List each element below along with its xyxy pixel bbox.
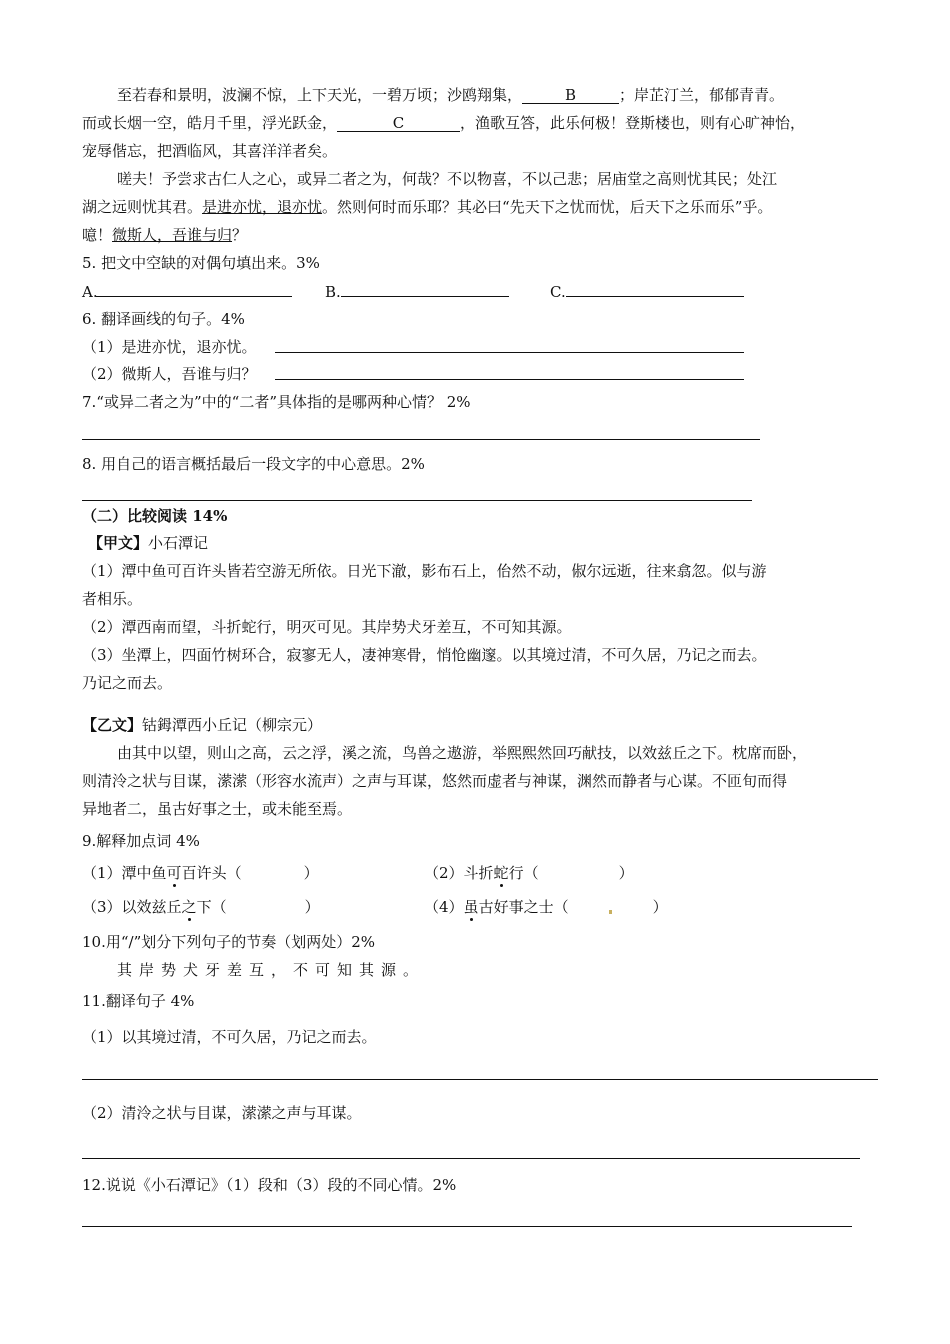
- passage-line: 嗟夫！予尝求古仁人之心，或异二者之为，何哉？不以物喜，不以己悲；居庙堂之高则忧其民；处江: [117, 170, 778, 188]
- passage-line: 宠辱偕忘，把酒临风，其喜洋洋者矣。: [82, 142, 338, 160]
- q6-item-2: （2）微斯人，吾谁与归？: [82, 365, 257, 383]
- q9-text: 百许头（: [181, 864, 242, 882]
- q9-text: 下（: [196, 898, 227, 916]
- passage-text: ，渔歌互答，此乐何极！登斯楼也，则有心旷神怡，: [460, 114, 806, 132]
- q9-text: （2）斗折: [424, 864, 494, 882]
- q6-answer-line-2[interactable]: [275, 379, 744, 380]
- question-7: 7.“或异二者之为”中的“二者”具体指的是哪两种心情？ 2%: [82, 393, 471, 411]
- question-10: 10.用“/”划分下列句子的节奏（划两处）2%: [82, 933, 376, 951]
- q11-answer-line-1[interactable]: [82, 1079, 878, 1080]
- passage-text: 。然则何时而乐耶？其必曰“先天下之忧而忧，后天下之乐而乐”乎。: [322, 198, 773, 216]
- q5-answer-line-b[interactable]: [341, 296, 509, 297]
- yi-line: 则清泠之状与目谋，潆潆（形容水流声）之声与耳谋，悠然而虚者与神谋，渊然而静者与心谋。不匝旬而得: [82, 772, 788, 790]
- jia-heading: [88, 533, 208, 553]
- question-12: 12.说说《小石潭记》（1）段和（3）段的不同心情。2%: [82, 1176, 457, 1194]
- underlined-sentence-1: 是进亦忧，退亦忧: [202, 198, 323, 216]
- q6-item-1: （1）是进亦忧，退亦忧。: [82, 338, 257, 356]
- q11-answer-line-2[interactable]: [82, 1158, 860, 1159]
- blank-c[interactable]: C: [337, 115, 460, 132]
- yi-line: 异地者二，虽古好事之士，或未能至焉。: [82, 800, 353, 818]
- dotted-word: 虽: [463, 898, 479, 916]
- section-title: （二）比较阅读 14%: [82, 507, 228, 525]
- q12-answer-line[interactable]: [82, 1226, 852, 1227]
- question-5: 5. 把文中空缺的对偶句填出来。3%: [82, 254, 320, 272]
- passage-text: 而或长烟一空，皓月千里，浮光跃金，: [82, 114, 338, 132]
- dotted-word: 之: [181, 898, 197, 916]
- jia-para-1: （1）潭中鱼可百许头皆若空游无所依。日光下澈，影布石上，佁然不动，俶尔远逝，往来翕忽。似与游: [82, 562, 767, 580]
- q9-text: ）: [303, 864, 319, 882]
- question-11: 11.翻译句子 4%: [82, 992, 195, 1010]
- q9-text: （3）以效兹丘: [82, 898, 182, 916]
- jia-para-1-cont: 者相乐。: [82, 590, 143, 608]
- yi-title: 钴鉧潭西小丘记（柳宗元）: [142, 716, 323, 734]
- blank-b[interactable]: B: [522, 87, 619, 104]
- question-6: 6. 翻译画线的句子。4%: [82, 310, 245, 328]
- jia-para-3: （3）坐潭上，四面竹树环合，寂寥无人，凄神寒骨，悄怆幽邃。以其境过清，不可久居，乃记之而去。: [82, 646, 767, 664]
- q9-item-1: [82, 863, 319, 883]
- q8-answer-line[interactable]: [82, 500, 752, 501]
- passage-text: 至若春和景明，波澜不惊，上下天光，一碧万顷；沙鸥翔集，: [117, 86, 523, 104]
- q11-item-2: （2）清泠之状与目谋，潆潆之声与耳谋。: [82, 1104, 362, 1122]
- passage-text: ；岸芷汀兰，郁郁青青。: [619, 86, 785, 104]
- q9-text: ）: [652, 898, 668, 916]
- jia-title: 小石潭记: [148, 534, 209, 552]
- yi-label: 【乙文】: [82, 716, 143, 734]
- q6-answer-line-1[interactable]: [275, 352, 744, 353]
- q9-text: （4）: [424, 898, 464, 916]
- q5-label-a: A.: [82, 283, 98, 301]
- yi-line: 由其中以望，则山之高，云之浮，溪之流，鸟兽之遨游，举熙熙然回巧献技，以效兹丘之下。枕席而卧，: [117, 744, 808, 762]
- q5-answer-line-a[interactable]: [96, 296, 292, 297]
- passage-line: [117, 85, 784, 105]
- passage-text: 噫！: [82, 226, 113, 244]
- q9-text: （1）潭中鱼: [82, 864, 167, 882]
- q5-answer-line-c[interactable]: [566, 296, 744, 297]
- q5-label-c: C.: [550, 283, 566, 301]
- q9-item-4: [424, 897, 668, 917]
- passage-line: [82, 225, 247, 245]
- passage-line: [82, 113, 805, 133]
- q11-item-1: （1）以其境过清，不可久居，乃记之而去。: [82, 1028, 377, 1046]
- q7-answer-line[interactable]: [82, 439, 760, 440]
- q9-text: ）: [304, 898, 320, 916]
- q9-text: 行（: [508, 864, 539, 882]
- yi-heading: [82, 715, 322, 735]
- question-8: 8. 用自己的语言概括最后一段文字的中心意思。2%: [82, 455, 425, 473]
- underlined-sentence-2: 微斯人，吾谁与归: [112, 226, 233, 244]
- dotted-word: 可: [166, 864, 182, 882]
- passage-text: ？: [232, 226, 248, 244]
- q5-label-b: B.: [325, 283, 341, 301]
- q9-item-3: [82, 897, 320, 917]
- question-9: 9.解释加点词 4%: [82, 832, 200, 850]
- q9-item-2: [424, 863, 634, 883]
- jia-para-2: （2）潭西南而望，斗折蛇行，明灭可见。其岸势犬牙差互，不可知其源。: [82, 618, 572, 636]
- jia-label: 【甲文】: [88, 534, 149, 552]
- passage-text: 湖之远则忧其君。: [82, 198, 203, 216]
- passage-line: [82, 197, 772, 217]
- q9-text: ）: [618, 864, 634, 882]
- q10-sentence[interactable]: 其岸势犬牙差互，不可知其源。: [117, 961, 426, 979]
- stray-mark: [609, 910, 612, 914]
- jia-para-3-cont: 乃记之而去。: [82, 674, 173, 692]
- dotted-word: 蛇: [493, 864, 509, 882]
- q9-text: 古好事之士（: [478, 898, 569, 916]
